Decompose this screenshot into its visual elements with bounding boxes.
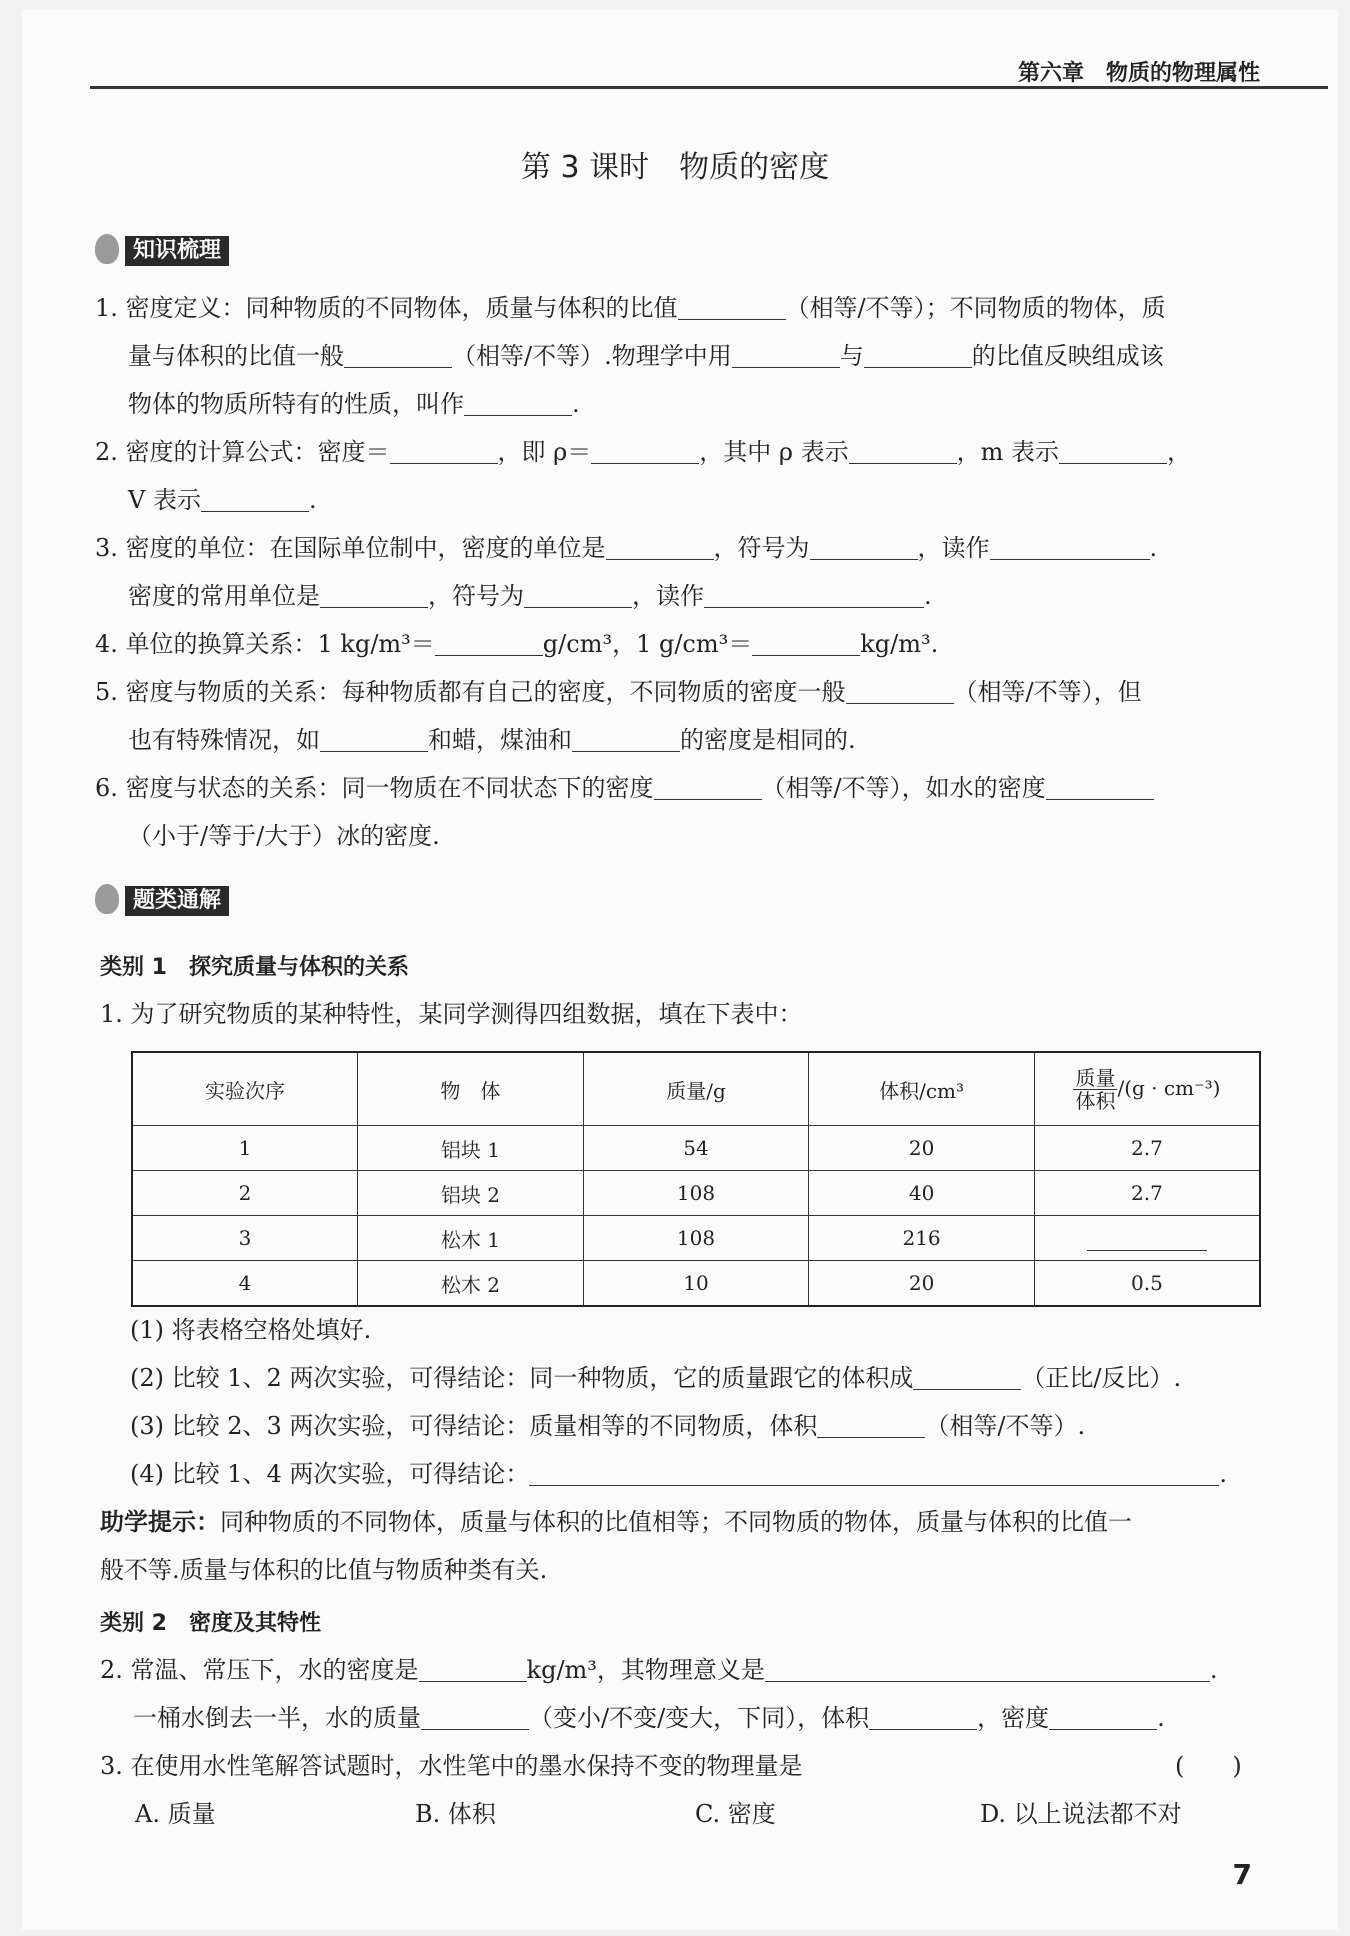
hint-line-1: 助学提示：同种物质的不同物体，质量与体积的比值相等；不同物质的物体，质量与体积的比值一	[100, 1508, 1132, 1536]
knowledge-line-10: 也有特殊情况，如 和蜡，煤油和 的密度是相同的.	[128, 726, 856, 754]
col-header-ratio: $\frac{\text{质量}}{\text{体积}}$ /(g · cm⁻³)	[1034, 1052, 1260, 1126]
knowledge-line-12: （小于/等于/大于）冰的密度.	[128, 822, 440, 850]
lesson-title: 第 3 课时 物质的密度	[520, 150, 830, 185]
page-header	[90, 52, 1328, 89]
bulb-icon	[95, 234, 119, 264]
blank[interactable]	[846, 677, 954, 704]
sub-question-1: (1) 将表格空格处填好.	[130, 1316, 372, 1344]
blank-cell[interactable]	[1034, 1216, 1260, 1261]
blank[interactable]	[810, 533, 918, 560]
blank[interactable]	[849, 437, 957, 464]
blank[interactable]	[606, 533, 714, 560]
knowledge-line-4: 2. 密度的计算公式：密度＝ ，即 ρ＝ ，其中 ρ 表示 ，m 表示 ，	[95, 438, 1192, 466]
blank[interactable]	[869, 1703, 977, 1730]
blank[interactable]	[464, 389, 572, 416]
knowledge-line-1: 1. 密度定义：同种物质的不同物体，质量与体积的比值 （相等/不等）；不同物质的物体，质	[95, 294, 1166, 322]
blank[interactable]	[864, 341, 972, 368]
blank[interactable]	[1046, 773, 1154, 800]
col-header: 物 体	[358, 1052, 584, 1126]
blank[interactable]	[529, 1459, 1219, 1486]
col-header: 体积/cm³	[809, 1052, 1035, 1126]
question-2: 2. 常温、常压下，水的密度是 kg/m³，其物理意义是 .	[100, 1656, 1218, 1684]
ratio-fraction: $\frac{\text{质量}}{\text{体积}}$	[1075, 1065, 1116, 1113]
knowledge-line-7: 密度的常用单位是 ，符号为 ，读作 .	[128, 582, 932, 610]
category-2-title: 类别 2 密度及其特性	[100, 1611, 321, 1636]
blank[interactable]	[732, 341, 840, 368]
table-row: 3 松木 1 108 216	[132, 1216, 1260, 1261]
question-1: 1. 为了研究物质的某种特性，某同学测得四组数据，填在下表中：	[100, 1000, 803, 1028]
blank[interactable]	[1059, 437, 1167, 464]
chapter-title: 第六章 物质的物理属性	[1017, 61, 1260, 86]
sub-question-3: (3) 比较 2、3 两次实验，可得结论：质量相等的不同物质，体积 （相等/不等）.	[130, 1412, 1086, 1440]
data-table	[131, 1051, 1261, 1307]
blank[interactable]	[1049, 1703, 1157, 1730]
blank[interactable]	[435, 629, 543, 656]
blank[interactable]	[572, 725, 680, 752]
blank[interactable]	[390, 437, 498, 464]
hint-label: 助学提示：	[100, 1508, 220, 1536]
col-header: 质量/g	[583, 1052, 809, 1126]
hint-line-2: 般不等.质量与体积的比值与物质种类有关.	[100, 1556, 548, 1584]
blank[interactable]	[344, 341, 452, 368]
blank[interactable]	[320, 581, 428, 608]
blank[interactable]	[421, 1703, 529, 1730]
option-c[interactable]: C. 密度	[695, 1800, 776, 1828]
blank[interactable]	[591, 437, 699, 464]
section-label: 题类通解	[125, 886, 229, 916]
knowledge-line-5: V 表示 .	[128, 486, 317, 514]
blank[interactable]	[678, 293, 786, 320]
category-1-title: 类别 1 探究质量与体积的关系	[100, 955, 409, 980]
blank[interactable]	[524, 581, 632, 608]
page-number: 7	[1232, 1858, 1252, 1891]
blank[interactable]	[704, 581, 924, 608]
blank[interactable]	[990, 533, 1150, 560]
knowledge-line-9: 5. 密度与物质的关系：每种物质都有自己的密度，不同物质的密度一般 （相等/不等），但	[95, 678, 1142, 706]
knowledge-line-11: 6. 密度与状态的关系：同一物质在不同状态下的密度 （相等/不等），如水的密度	[95, 770, 1154, 806]
option-d[interactable]: D. 以上说法都不对	[980, 1800, 1182, 1828]
blank[interactable]	[419, 1655, 527, 1682]
knowledge-line-3: 物体的物质所特有的性质，叫作 .	[128, 390, 580, 418]
knowledge-line-6: 3. 密度的单位：在国际单位制中，密度的单位是 ，符号为 ，读作 .	[95, 534, 1158, 562]
option-b[interactable]: B. 体积	[415, 1800, 496, 1828]
blank[interactable]	[752, 629, 860, 656]
table-row: 4 松木 2 10 20 0.5	[132, 1261, 1260, 1307]
sub-question-4: (4) 比较 1、4 两次实验，可得结论： .	[130, 1460, 1228, 1488]
question-3: 3. 在使用水性笔解答试题时，水性笔中的墨水保持不变的物理量是	[100, 1752, 803, 1780]
blank[interactable]	[654, 773, 762, 800]
sub-question-2: (2) 比较 1、2 两次实验，可得结论：同一种物质，它的质量跟它的体积成 （正比/反比）.	[130, 1364, 1182, 1392]
question-2-cont: 一桶水倒去一半，水的质量 （变小/不变/变大，下同），体积 ，密度 .	[133, 1704, 1165, 1732]
knowledge-line-8: 4. 单位的换算关系：1 kg/m³＝ g/cm³，1 g/cm³＝ kg/m³.	[95, 630, 939, 658]
col-header: 实验次序	[132, 1052, 358, 1126]
blank[interactable]	[913, 1363, 1021, 1390]
blank[interactable]	[817, 1411, 925, 1438]
blank[interactable]	[765, 1655, 1210, 1682]
blank[interactable]	[320, 725, 428, 752]
table-row: 1 铝块 1 54 20 2.7	[132, 1126, 1260, 1171]
knowledge-line-2: 量与体积的比值一般 （相等/不等）.物理学中用 与 的比值反映组成该	[128, 342, 1164, 370]
table-header-row	[132, 1052, 1260, 1126]
section-label: 知识梳理	[125, 236, 229, 266]
table-row: 2 铝块 2 108 40 2.7	[132, 1171, 1260, 1216]
bulb-icon	[95, 884, 119, 914]
answer-bracket[interactable]: ( )	[1175, 1752, 1242, 1780]
blank[interactable]	[201, 485, 309, 512]
option-a[interactable]: A. 质量	[135, 1800, 216, 1828]
